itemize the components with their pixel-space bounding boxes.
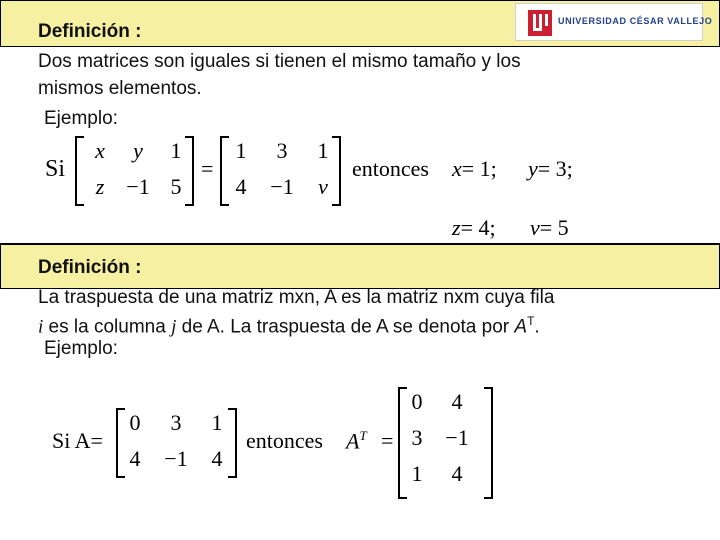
matrix-at-cell-0-0: 0 <box>411 389 423 414</box>
matrix-b-cell-1-0: 4 <box>235 174 247 199</box>
result-z <box>452 215 496 241</box>
matrix-a-right-bracket <box>185 136 194 206</box>
matrix-b-cell-1-1: −1 <box>270 174 294 199</box>
matrix-b-cell-1-2: v <box>318 174 328 199</box>
definition-text-1-line-1: Dos matrices son iguales si tienen el mismo tamaño y los <box>38 51 521 72</box>
matrix-b-cell-0-0: 1 <box>235 138 247 163</box>
matrix-b-right-bracket <box>332 136 341 206</box>
result-z-var: z <box>452 215 461 240</box>
transpose-symbol-a: A <box>514 316 528 338</box>
index-j: j <box>171 316 177 338</box>
result-x-val: = 1; <box>461 156 497 181</box>
matrix-a2-cell-0-1: 3 <box>170 410 182 435</box>
result-y-val: = 3; <box>537 156 573 181</box>
matrix-at <box>404 389 484 487</box>
matrix-a-left-bracket <box>75 136 84 206</box>
entonces-label-1: entonces <box>352 156 429 181</box>
result-v-val: = 5 <box>539 215 569 240</box>
matrix-a-cell-0-0: x <box>95 138 105 163</box>
line-2-part-a: es la columna <box>43 316 172 338</box>
university-logo <box>515 3 713 41</box>
matrix-b-cell-0-2: 1 <box>317 138 329 163</box>
definition-text-2-line-2 <box>38 309 540 339</box>
transpose-sup: T <box>359 428 367 443</box>
matrix-a2 <box>122 410 230 472</box>
matrix-a2-cell-0-0: 0 <box>129 410 141 435</box>
matrix-at-right-bracket <box>484 387 493 499</box>
equals-sign-2: = <box>381 428 394 453</box>
matrix-a2-cell-1-0: 4 <box>129 446 141 471</box>
matrix-a-cell-1-2: 5 <box>170 174 182 199</box>
matrix-at-cell-1-0: 3 <box>411 425 423 450</box>
matrix-a-cell-0-1: y <box>133 138 143 163</box>
result-x <box>452 156 497 182</box>
matrix-a-cell-1-1: −1 <box>126 174 150 199</box>
line-2-end: . <box>534 316 540 338</box>
index-i: i <box>38 316 44 338</box>
matrix-b <box>226 138 338 200</box>
entonces-label-2: entonces <box>246 428 323 453</box>
line-2-part-b: de A. La traspuesta de A se denota por <box>176 316 515 338</box>
matrix-at-cell-2-1: 4 <box>451 461 463 486</box>
matrix-a-cell-1-0: z <box>95 174 105 199</box>
si-a-label: Si A= <box>52 428 103 453</box>
result-y-var: y <box>528 156 538 181</box>
ucv-emblem-icon <box>528 10 552 36</box>
result-z-val: = 4; <box>460 215 496 240</box>
definition-heading-2: Definición : <box>38 257 142 278</box>
logo-text: UNIVERSIDAD CÉSAR VALLEJO <box>558 16 713 26</box>
matrix-at-cell-1-1: −1 <box>445 425 469 450</box>
result-y <box>528 156 573 182</box>
matrix-a-cell-0-2: 1 <box>170 138 182 163</box>
matrix-a2-cell-1-1: −1 <box>164 446 188 471</box>
matrix-b-cell-0-1: 3 <box>276 138 288 163</box>
result-v <box>530 215 569 241</box>
matrix-a2-cell-1-2: 4 <box>211 446 223 471</box>
matrix-a2-right-bracket <box>228 408 237 478</box>
result-v-var: v <box>530 215 540 240</box>
si-label: Si <box>45 156 66 182</box>
matrix-at-cell-2-0: 1 <box>411 461 423 486</box>
transpose-base: A <box>346 428 360 454</box>
matrix-a <box>84 138 192 200</box>
definition-text-2-line-1: La traspuesta de una matriz mxn, A es la matriz nxm cuya fila <box>38 287 555 308</box>
matrix-at-cell-0-1: 4 <box>451 389 463 414</box>
definition-text-1-line-2: mismos elementos. <box>38 78 202 99</box>
definition-heading-1: Definición : <box>38 21 142 42</box>
equals-sign: = <box>201 156 214 181</box>
matrix-a2-cell-0-2: 1 <box>211 410 223 435</box>
result-x-var: x <box>452 156 462 181</box>
transpose-symbol-t: T <box>527 314 535 328</box>
transpose-label <box>346 428 367 454</box>
example-label-1: Ejemplo: <box>44 108 118 129</box>
example-label-2: Ejemplo: <box>44 338 118 359</box>
